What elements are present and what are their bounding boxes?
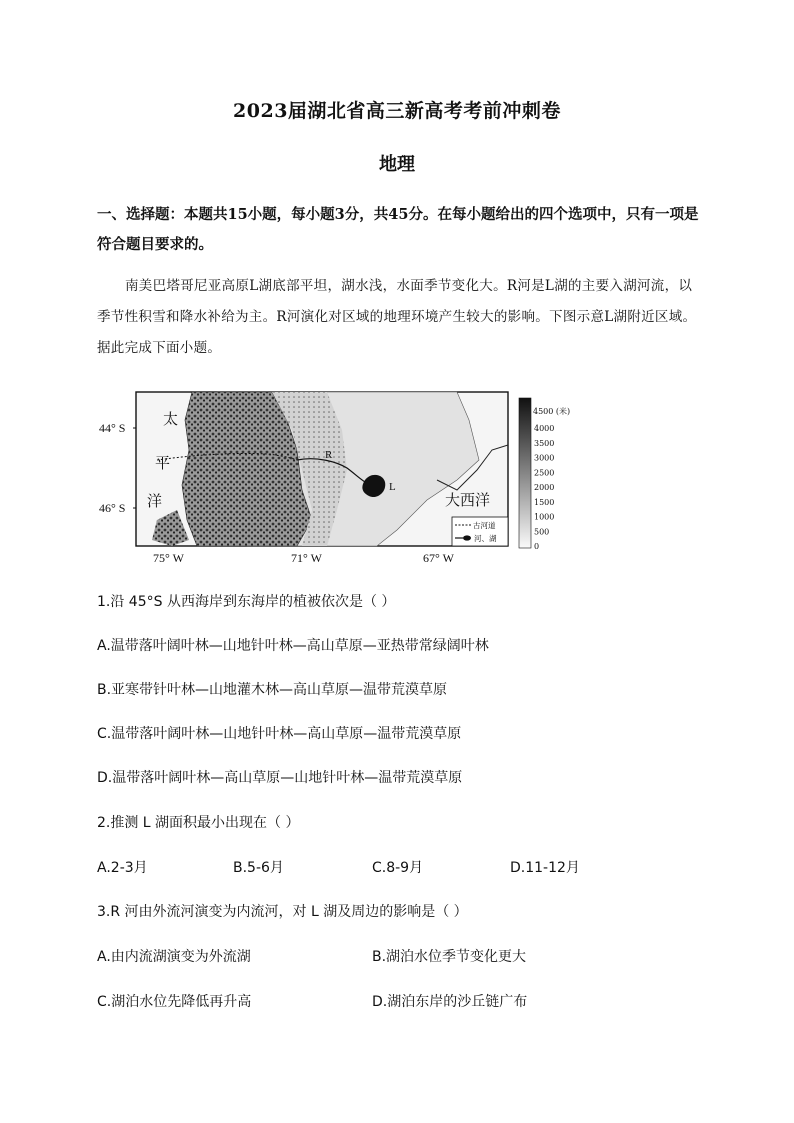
lon-label-67: 67° W <box>423 551 454 565</box>
section-heading: 一、选择题：本题共15小题，每小题3分，共45分。在每小题给出的四个选项中，只有一项是符合题目要求的。 <box>97 206 699 253</box>
elevation-tick-1000: 1000 <box>534 512 555 522</box>
question-2-option-c[interactable]: C.8-9月 <box>372 860 424 876</box>
elevation-tick-0: 0 <box>534 542 540 551</box>
lat-label-46: 46° S <box>99 501 126 515</box>
question-3-option-c[interactable]: C.湖泊水位先降低再升高 <box>97 994 252 1010</box>
elevation-scale-ticks <box>534 424 554 551</box>
question-1-stem: 1.沿 45°S 从西海岸到东海岸的植被依次是（ ） <box>97 594 396 610</box>
lon-label-75: 75° W <box>153 551 184 565</box>
lon-label-71: 71° W <box>291 551 322 565</box>
pacific-label-1: 太 <box>163 412 179 428</box>
question-3-option-a[interactable]: A.由内流湖演变为外流湖 <box>97 949 251 965</box>
question-3-option-d[interactable]: D.湖泊东岸的沙丘链广布 <box>372 994 528 1010</box>
question-1-option-c[interactable]: C.温带落叶阔叶林—山地针叶林—高山草原—温带荒漠草原 <box>97 726 462 742</box>
elevation-tick-4000: 4000 <box>534 424 555 433</box>
elevation-tick-3500: 3500 <box>534 438 555 448</box>
legend-lake-shape <box>463 535 471 540</box>
question-2-stem: 2.推测 L 湖面积最小出现在（ ） <box>97 815 300 831</box>
river-label: R <box>325 449 333 461</box>
intro-paragraph: 南美巴塔哥尼亚高原L湖底部平坦，湖水浅，水面季节变化大。R河是L湖的主要入湖河流，以季节性积雪和降水补给为主。R河演化对区域的地理环境产生较大的影响。下图示意L湖附近区域。据此完成下面小题。 <box>97 278 697 356</box>
question-2-option-b[interactable]: B.5-6月 <box>233 860 284 876</box>
lake-label: L <box>389 481 396 493</box>
question-1-option-b[interactable]: B.亚寒带针叶林—山地灌木林—高山草原—温带荒漠草原 <box>97 682 448 698</box>
elevation-tick-2500: 2500 <box>534 468 555 478</box>
elevation-scale-unit: 4500 (米) <box>533 407 571 416</box>
elevation-scale-bar <box>519 398 531 548</box>
elevation-tick-2000: 2000 <box>534 483 555 492</box>
question-3-option-b[interactable]: B.湖泊水位季节变化更大 <box>372 949 527 965</box>
subject-title: 地理 <box>379 154 415 175</box>
question-3-stem: 3.R 河由外流河演变为内流河，对 L 湖及周边的影响是（ ） <box>97 904 468 920</box>
question-1-option-d[interactable]: D.温带落叶阔叶林—高山草原—山地针叶林—温带荒漠草原 <box>97 770 463 786</box>
map-svg <box>97 390 571 570</box>
elevation-tick-1500: 1500 <box>534 497 555 507</box>
question-2-option-a[interactable]: A.2-3月 <box>97 860 148 876</box>
question-1-option-a[interactable]: A.温带落叶阔叶林—山地针叶林—高山草原—亚热带常绿阔叶林 <box>97 638 489 654</box>
pacific-label-3: 洋 <box>147 494 163 510</box>
elevation-tick-500: 500 <box>534 527 550 537</box>
question-2-option-d[interactable]: D.11-12月 <box>510 860 580 876</box>
page-title: 2023届湖北省高三新高考考前冲刺卷 <box>233 100 561 122</box>
legend-river-lake: 河、湖 <box>474 534 497 543</box>
legend-ancient-river: 古河道 <box>473 521 496 530</box>
atlantic-label: 大西洋 <box>445 493 491 509</box>
region-map <box>97 390 571 570</box>
pacific-label-2: 平 <box>155 456 171 472</box>
lat-label-44: 44° S <box>99 421 126 435</box>
elevation-tick-3000: 3000 <box>534 453 555 463</box>
